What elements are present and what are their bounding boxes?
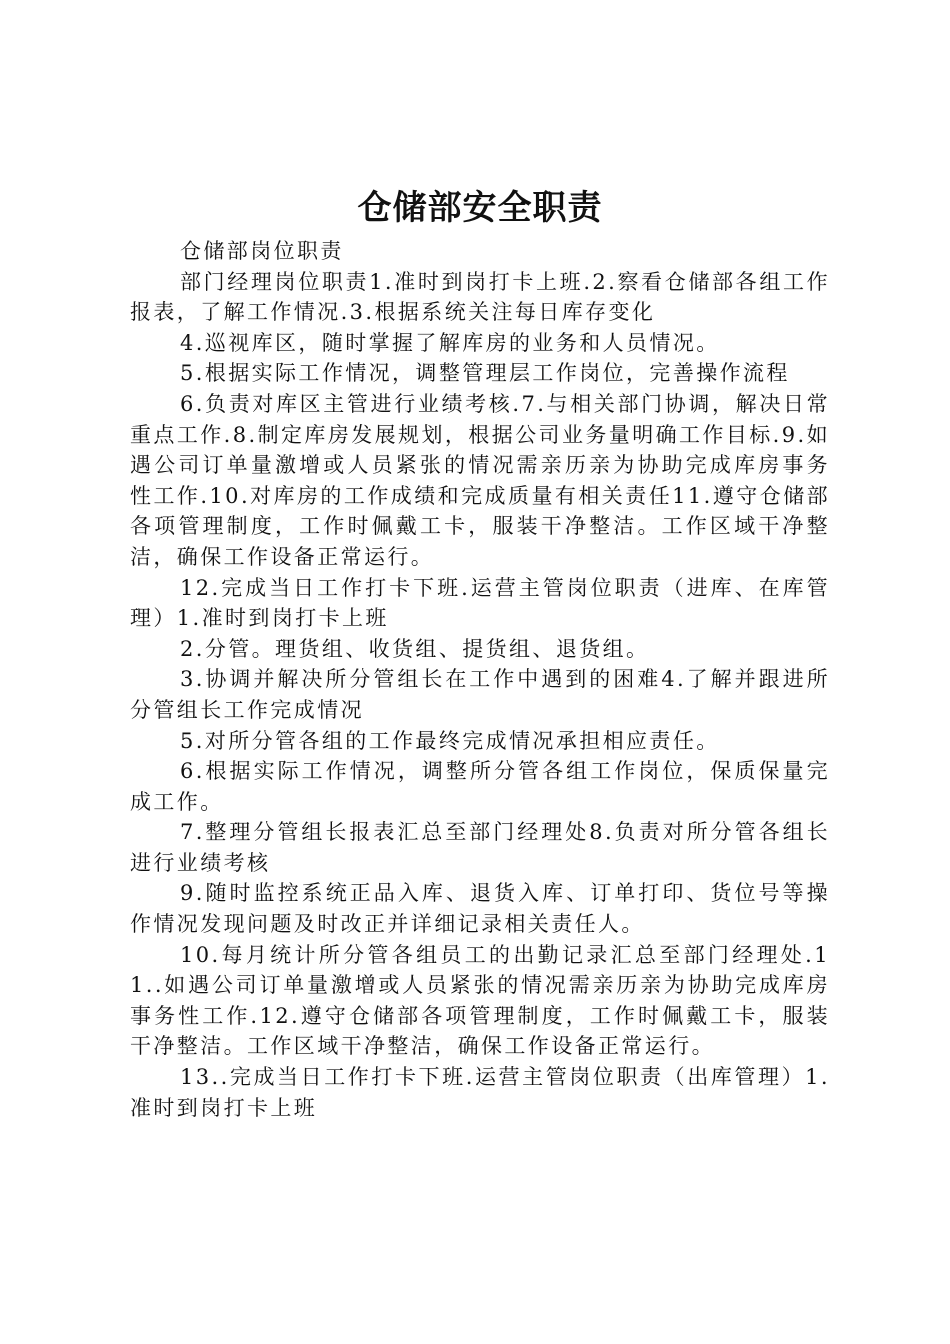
paragraph-section-heading: 仓储部岗位职责 bbox=[180, 239, 344, 263]
paragraph-ops-item-6: 6.根据实际工作情况，调整所分管各组工作岗位，保质保量完成工作。 bbox=[130, 759, 830, 814]
paragraph-item-4: 4.巡视库区，随时掌握了解库房的业务和人员情况。 bbox=[180, 330, 720, 355]
paragraph-ops-item-9: 9.随时监控系统正品入库、退货入库、订单打印、货位号等操作情况发现问题及时改正并详细记录相关责任人。 bbox=[130, 881, 830, 937]
document-page bbox=[130, 182, 830, 1123]
paragraph-ops-item-2: 2.分管。理货组、收货组、提货组、退货组。 bbox=[180, 636, 650, 661]
paragraph-items-6-11: 6.负责对库区主管进行业绩考核.7.与相关部门协调，解决日常重点工作.8.制定库房发展规划，根据公司业务量明确工作目标.9.如遇公司订单量激增或人员紧张的情况需亲历亲为协助完成库房事务性工作.10.对库房的工作成绩和完成质量有相关责任11.遵守仓储部各项管理制度，工作时佩戴工卡，服装干净整洁。工作区域干净整洁，确保工作设备正常运行。 bbox=[130, 391, 830, 569]
paragraph-item-12: 12.完成当日工作打卡下班.运营主管岗位职责（进库、在库管理）1.准时到岗打卡上班 bbox=[130, 575, 830, 631]
paragraph-dept-manager: 部门经理岗位职责1.准时到岗打卡上班.2.察看仓储部各组工作报表，了解工作情况.3.根据系统关注每日库存变化 bbox=[130, 269, 830, 325]
paragraph-ops-item-13: 13..完成当日工作打卡下班.运营主管岗位职责（出库管理）1.准时到岗打卡上班 bbox=[130, 1065, 830, 1120]
paragraph-item-5: 5.根据实际工作情况，调整管理层工作岗位，完善操作流程 bbox=[180, 361, 790, 386]
paragraph-ops-item-7-8: 7.整理分管组长报表汇总至部门经理处8.负责对所分管各组长进行业绩考核 bbox=[130, 820, 830, 875]
paragraph-ops-item-5: 5.对所分管各组的工作最终完成情况承担相应责任。 bbox=[180, 728, 720, 753]
document-title: 仓储部安全职责 bbox=[357, 188, 603, 228]
paragraph-ops-item-3-4: 3.协调并解决所分管组长在工作中遇到的困难4.了解并跟进所分管组长工作完成情况 bbox=[130, 667, 830, 722]
paragraph-ops-item-10-12: 10.每月统计所分管各组员工的出勤记录汇总至部门经理处.11..如遇公司订单量激增或人员紧张的情况需亲历亲为协助完成库房事务性工作.12.遵守仓储部各项管理制度，工作时佩戴工卡，服装干净整洁。工作区域干净整洁，确保工作设备正常运行。 bbox=[130, 942, 830, 1059]
